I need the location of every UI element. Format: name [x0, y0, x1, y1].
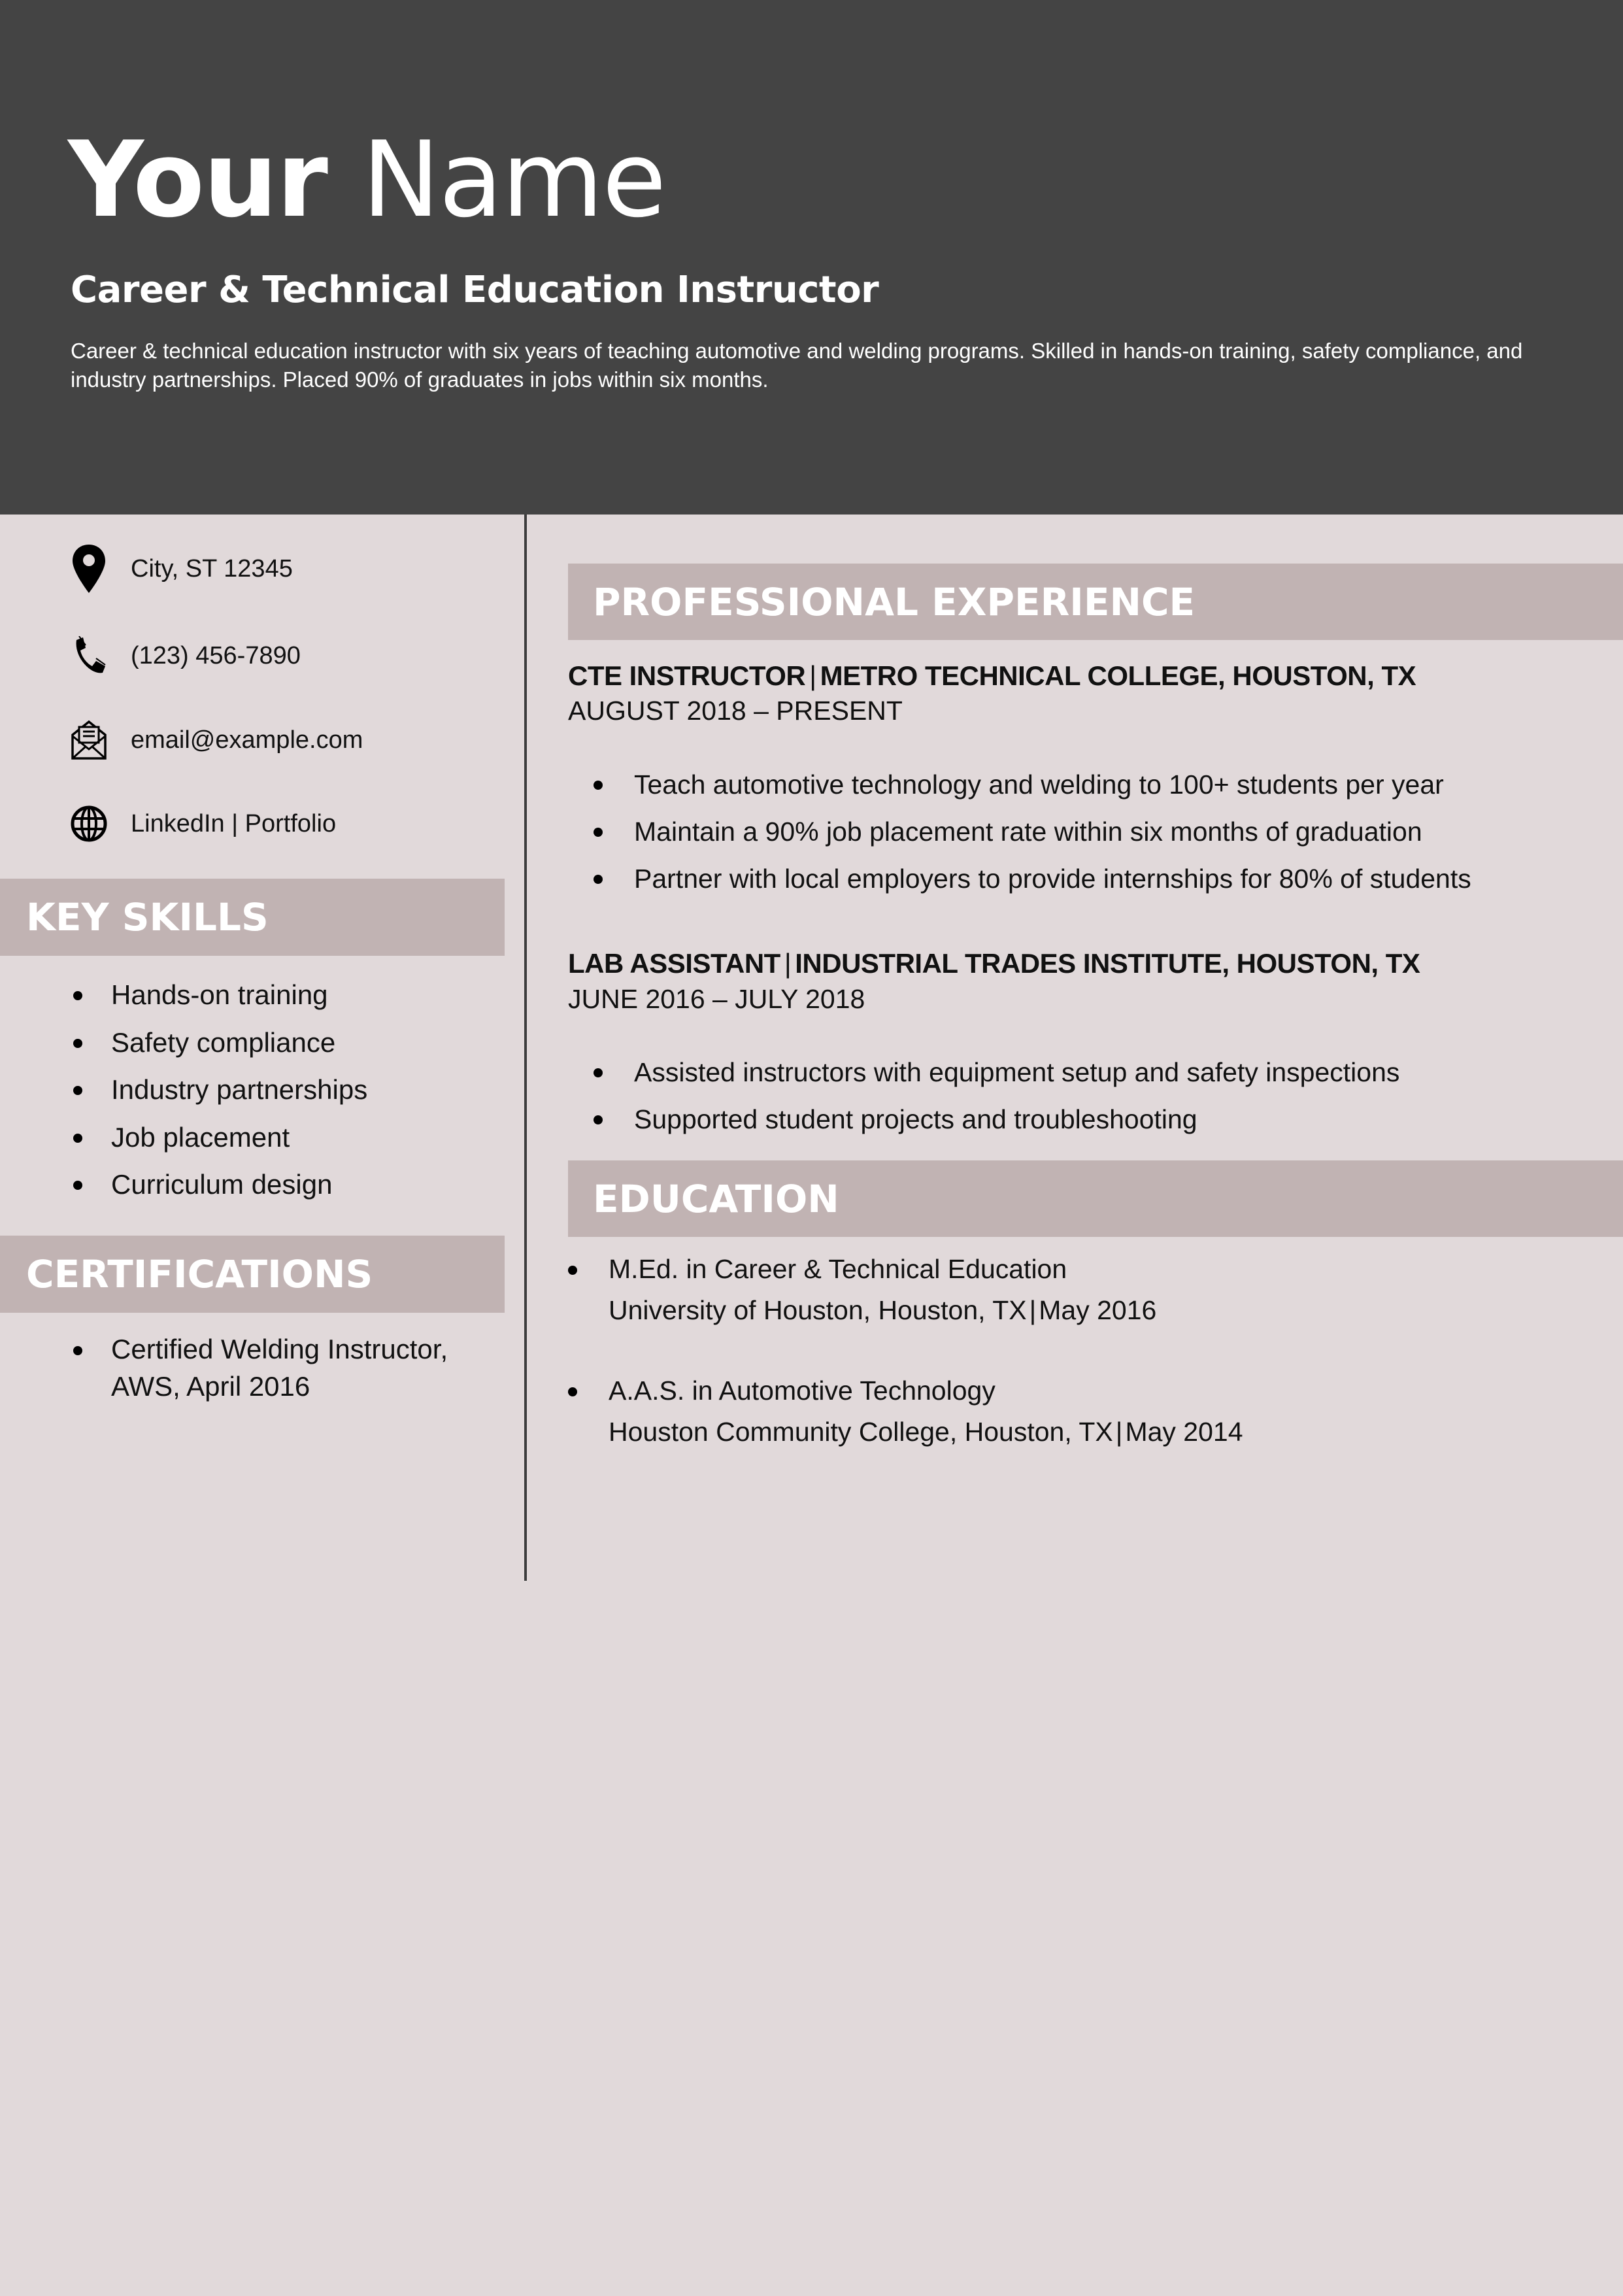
job-title-heading: Career & Technical Education Instructor	[71, 269, 879, 311]
education-separator: |	[1029, 1295, 1037, 1325]
experience-heading: PROFESSIONAL EXPERIENCE	[568, 564, 1623, 640]
graduation-date: May 2016	[1039, 1295, 1157, 1325]
bullet-icon	[73, 991, 82, 1000]
job-dates: AUGUST 2018 – PRESENT	[568, 696, 903, 726]
bullet-icon	[73, 1181, 82, 1190]
phone-icon	[71, 630, 107, 682]
job-employer: INDUSTRIAL TRADES INSTITUTE, HOUSTON, TX	[795, 948, 1420, 979]
job-separator: |	[784, 948, 792, 979]
header-banner	[0, 0, 1623, 515]
skill-item	[0, 1069, 503, 1117]
link-separator: |	[231, 809, 239, 837]
skill-item	[0, 974, 503, 1022]
web-links	[131, 810, 336, 838]
column-divider	[524, 515, 527, 1581]
education-list	[568, 1249, 1243, 1492]
duty-text: Supported student projects and troubleshooting	[634, 1104, 1197, 1134]
location-text: City, ST 12345	[131, 554, 293, 582]
bullet-icon	[568, 1266, 577, 1275]
bullet-icon	[568, 1387, 577, 1396]
contact-phone	[71, 630, 301, 682]
degree: A.A.S. in Automotive Technology	[609, 1376, 996, 1406]
skill-item	[0, 1117, 503, 1164]
bullet-icon	[594, 1115, 603, 1124]
first-name: Your	[68, 118, 327, 241]
bullet-icon	[594, 875, 603, 884]
job-separator: |	[809, 660, 816, 691]
certification-line-1: Certified Welding Instructor,	[111, 1334, 448, 1364]
skills-list	[0, 974, 503, 1211]
bullet-icon	[594, 828, 603, 837]
duty-text: Partner with local employers to provide internships for 80% of students	[634, 864, 1471, 894]
job-duties	[569, 1051, 1399, 1145]
school: Houston Community College, Houston, TX	[609, 1417, 1113, 1447]
portfolio-link[interactable]: Portfolio	[244, 809, 337, 837]
bullet-icon	[594, 781, 603, 790]
degree: M.Ed. in Career & Technical Education	[609, 1254, 1067, 1284]
certification-line-2: AWS, April 2016	[111, 1371, 310, 1402]
job-role: LAB ASSISTANT	[568, 948, 780, 979]
key-skills-heading: KEY SKILLS	[0, 879, 505, 956]
skill-text: Industry partnerships	[111, 1074, 368, 1105]
skill-item	[0, 1022, 503, 1070]
bullet-icon	[73, 1086, 82, 1095]
contact-web	[71, 798, 336, 850]
job-heading	[568, 660, 1416, 692]
bullet-icon	[73, 1134, 82, 1143]
education-heading: EDUCATION	[568, 1160, 1623, 1237]
certifications-heading: CERTIFICATIONS	[0, 1236, 505, 1313]
skill-text: Hands-on training	[111, 979, 328, 1010]
certification-item	[0, 1330, 503, 1405]
candidate-name	[68, 118, 665, 242]
envelope-open-icon	[71, 714, 107, 766]
duty-text: Teach automotive technology and welding to 100+ students per year	[634, 769, 1444, 800]
duty-text: Maintain a 90% job placement rate within six months of graduation	[634, 817, 1422, 847]
phone-link[interactable]: (123) 456-7890	[131, 641, 301, 669]
job-duties	[569, 764, 1471, 905]
skill-text: Safety compliance	[111, 1026, 336, 1058]
skill-text: Job placement	[111, 1121, 290, 1153]
bullet-icon	[73, 1039, 82, 1048]
education-separator: |	[1115, 1417, 1123, 1447]
linkedin-link[interactable]: LinkedIn	[131, 809, 225, 837]
job-dates: JUNE 2016 – JULY 2018	[568, 984, 865, 1014]
bullet-icon	[73, 1346, 82, 1355]
duty-item	[569, 1051, 1399, 1098]
professional-summary: Career & technical education instructor with six years of teaching automotive and welding programs. Skilled in hands-on training, safety compliance, and industry partnerships. Placed 90% of graduates in jobs within six months.	[71, 339, 1523, 392]
last-name: Name	[361, 118, 665, 241]
job-role: CTE INSTRUCTOR	[568, 660, 806, 691]
bullet-icon	[594, 1068, 603, 1077]
skill-item	[0, 1164, 503, 1211]
graduation-date: May 2014	[1125, 1417, 1243, 1447]
contact-location	[71, 543, 293, 595]
education-item	[568, 1370, 1243, 1453]
duty-item	[569, 764, 1471, 811]
skill-text: Curriculum design	[111, 1169, 333, 1200]
contact-email	[71, 714, 363, 766]
duty-item	[569, 811, 1471, 858]
certifications-list	[0, 1330, 503, 1405]
email-link[interactable]: email@example.com	[131, 726, 363, 754]
job-employer: METRO TECHNICAL COLLEGE, HOUSTON, TX	[820, 660, 1416, 691]
duty-text: Assisted instructors with equipment setup and safety inspections	[634, 1057, 1400, 1087]
duty-item	[569, 858, 1471, 905]
school: University of Houston, Houston, TX	[609, 1295, 1027, 1325]
globe-icon	[71, 798, 107, 850]
education-item	[568, 1249, 1243, 1331]
duty-item	[569, 1098, 1399, 1145]
map-pin-icon	[71, 543, 107, 595]
job-heading	[568, 948, 1420, 979]
